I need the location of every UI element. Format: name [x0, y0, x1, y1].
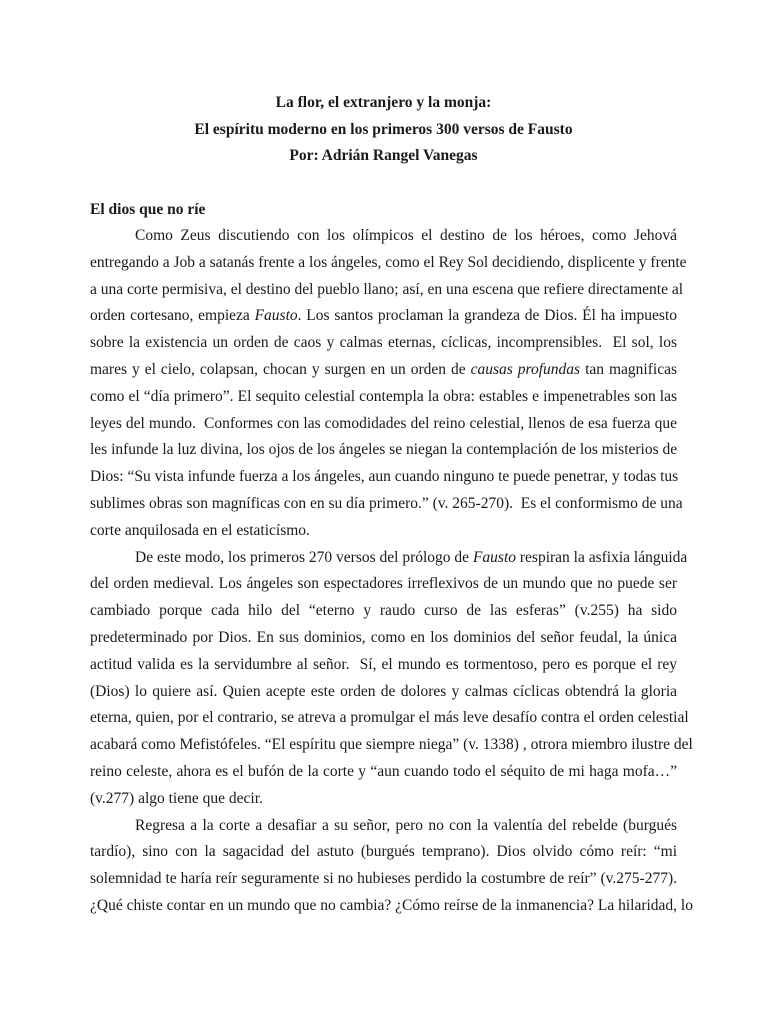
italic-title: Fausto — [254, 307, 298, 325]
paragraph-2 — [90, 545, 693, 813]
document-title — [90, 90, 677, 170]
text-line: les infunde la luz divina, los ojos de los ángeles se niegan la contemplación de los misterios de — [90, 441, 678, 459]
author-line: Por: Adrián Rangel Vanegas — [289, 147, 478, 164]
text-line: leyes del mundo. Conformes con las comodidades del reino celestial, llenos de esa fuerza que — [90, 414, 677, 432]
text-line: corte anquilosada en el estaticísmo. — [90, 521, 310, 539]
text-line: tardío), sino con la sagacidad del astuto (burgués temprano). Dios olvido cómo reír: “mi — [90, 843, 677, 861]
text-line: De este modo, los primeros 270 versos del prólogo de Fausto respiran la asfixia lánguida — [135, 548, 688, 566]
text-line: reino celeste, ahora es el bufón de la corte y “aun cuando todo el séquito de mi haga mofa…” — [90, 762, 677, 780]
italic-title: Fausto — [472, 548, 516, 566]
section-heading: El dios que no ríe — [90, 200, 206, 218]
text-line: orden cortesano, empieza Fausto. Los santos proclaman la grandeza de Dios. Él ha impuesto — [90, 307, 677, 325]
text-line: a una corte permisiva, el destino del pueblo llano; así, en una escena que refiere directamente al — [90, 280, 684, 298]
text-line: (Dios) lo quiere así. Quien acepte este orden de dolores y calmas cíclicas obtendrá la gloria — [90, 682, 677, 700]
paragraph-1 — [90, 223, 687, 545]
document-page — [90, 90, 693, 920]
text-line: solemnidad te haría reír seguramente si no hubieses perdido la costumbre de reír” (v.275-277). — [90, 870, 677, 888]
text-line: acabará como Mefistófeles. “El espíritu que siempre niega” (v. 1338) , otrora miembro ilustre del — [90, 736, 693, 754]
italic-phrase: causas profundas — [470, 360, 581, 378]
text-line: como el “día primero”. El sequito celestial contempla la obra: estables e impenetrables son las — [90, 387, 677, 405]
text-line: cambiado porque cada hilo del “eterno y raudo curso de las esferas” (v.255) ha sido — [90, 602, 677, 620]
text-line: Regresa a la corte a desafiar a su señor, pero no con la valentía del rebelde (burgués — [135, 816, 677, 834]
text-line: ¿Qué chiste contar en un mundo que no cambia? ¿Cómo reírse de la inmanencia? La hilaridad, lo — [90, 896, 693, 914]
text-line: Como Zeus discutiendo con los olímpicos el destino de los héroes, como Jehová — [135, 227, 677, 244]
text-line: Dios: “Su vista infunde fuerza a los ángeles, aun cuando ninguno te puede penetrar, y todas tus — [90, 468, 679, 486]
text-line: actitud valida es la servidumbre al señor. Sí, el mundo es tormentoso, pero es porque el rey — [90, 655, 677, 673]
text-line: mares y el cielo, colapsan, chocan y surgen en un orden de causas profundas tan magnificas — [90, 360, 677, 378]
paragraph-3 — [90, 813, 693, 920]
title-line-2: El espíritu moderno en los primeros 300 versos de Fausto — [194, 120, 573, 138]
title-line-1: La flor, el extranjero y la monja: — [275, 94, 492, 111]
text-line: del orden medieval. Los ángeles son espectadores irreflexivos de un mundo que no puede ser — [90, 575, 677, 593]
text-line: (v.277) algo tiene que decir. — [90, 789, 263, 807]
text-line: sobre la existencia un orden de caos y calmas eternas, cíclicas, incomprensibles. El sol, los — [90, 334, 677, 352]
text-line: sublimes obras son magníficas con en su día primero.” (v. 265-270). Es el conformismo de una — [90, 494, 683, 512]
text-line: predeterminado por Dios. En sus dominios, como en los dominios del señor feudal, la única — [90, 628, 677, 646]
text-line: eterna, quien, por el contrario, se atreva a promulgar el más leve desafío contra el orden celestial — [90, 709, 689, 727]
text-line: entregando a Job a satanás frente a los ángeles, como el Rey Sol decidiendo, displicente y frente — [90, 253, 687, 271]
